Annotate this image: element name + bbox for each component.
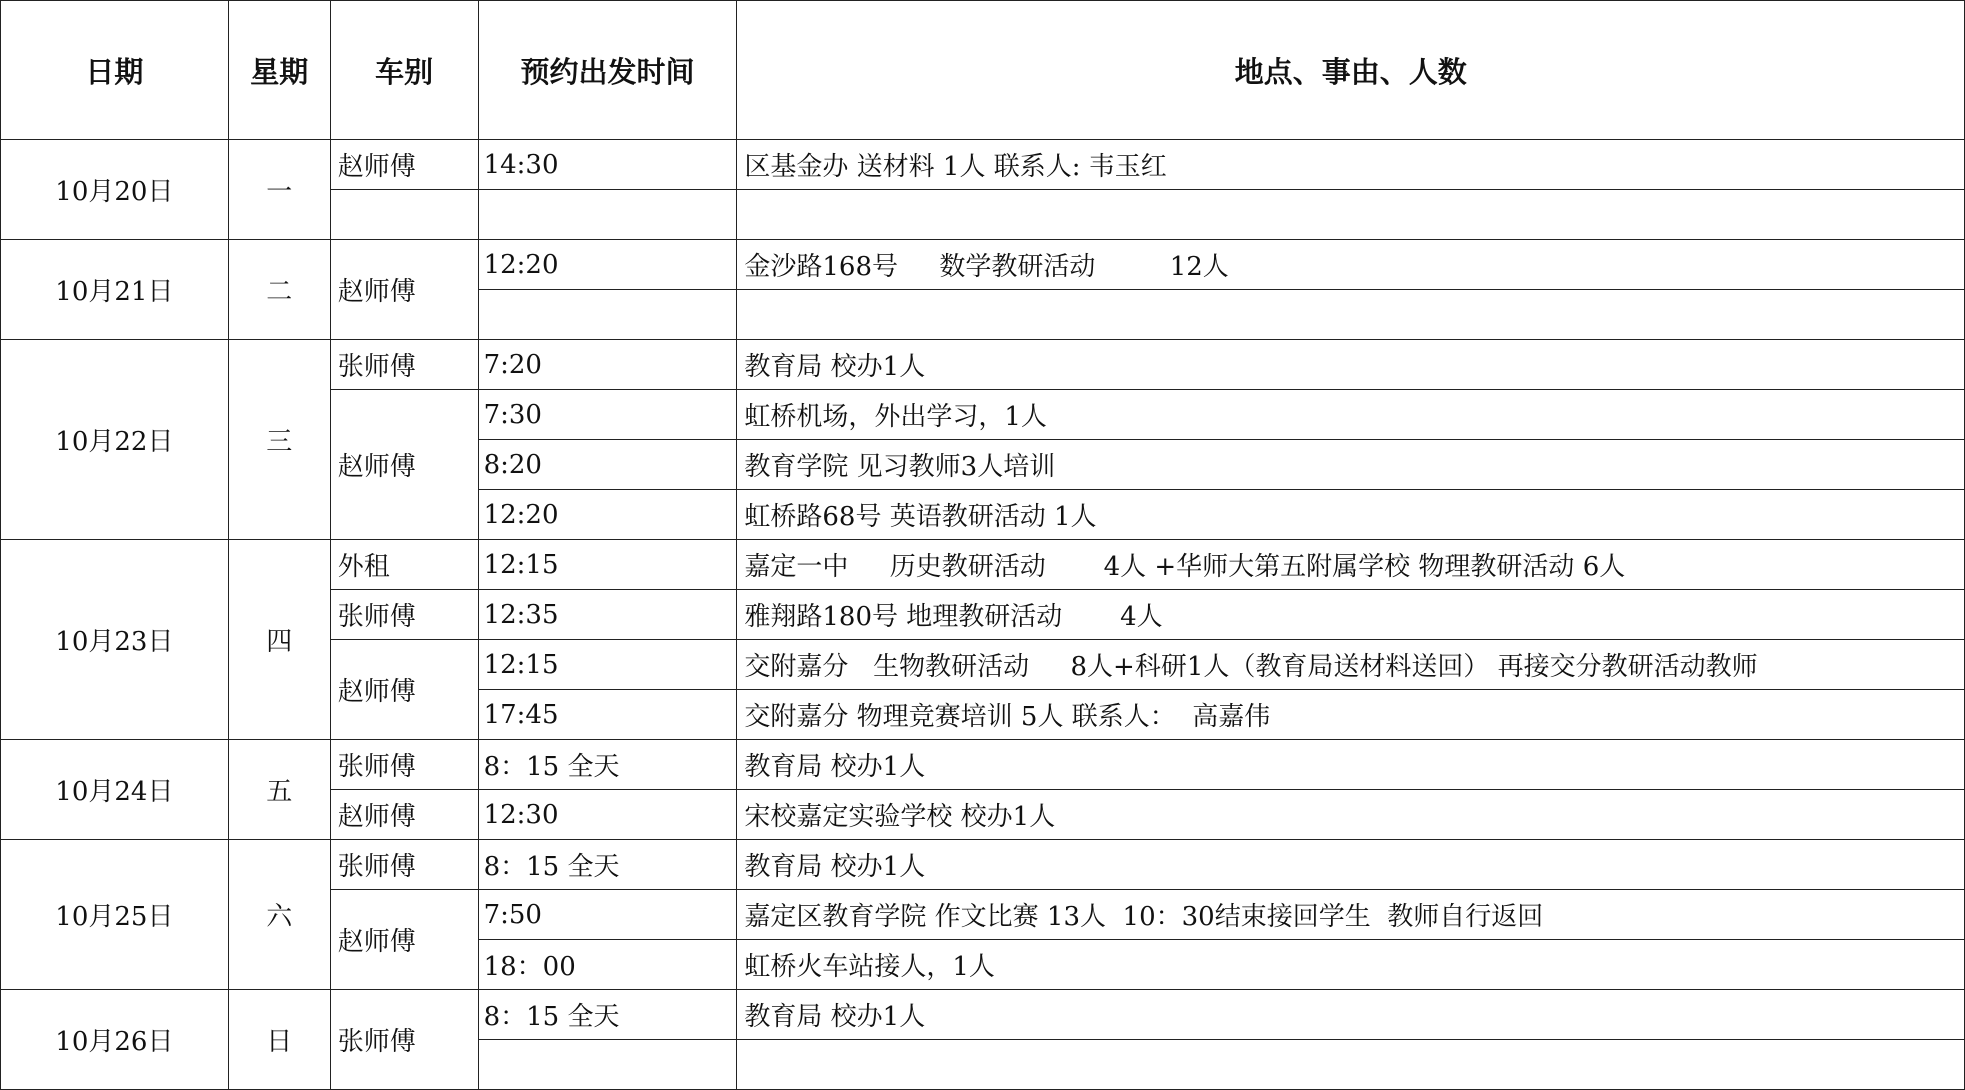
weekday-cell: 二	[228, 240, 330, 340]
driver-cell: 赵师傅	[330, 240, 478, 340]
driver-cell: 赵师傅	[330, 390, 478, 540]
driver-cell: 外租	[330, 540, 478, 590]
time-cell: 8:20	[478, 440, 737, 490]
weekday-cell: 三	[228, 340, 330, 540]
date-cell: 10月24日	[1, 740, 229, 840]
time-cell: 12:20	[478, 490, 737, 540]
driver-cell: 张师傅	[330, 340, 478, 390]
header-date: 日期	[1, 1, 229, 140]
date-cell: 10月23日	[1, 540, 229, 740]
table-row	[1, 990, 1965, 1040]
table-row	[1, 340, 1965, 390]
header-details: 地点、事由、人数	[737, 1, 1965, 140]
details-cell: 交附嘉分 生物教研活动 8人+科研1人（教育局送材料送回） 再接交分教研活动教师	[737, 640, 1965, 690]
table-row	[1, 240, 1965, 290]
date-cell: 10月20日	[1, 140, 229, 240]
driver-cell: 张师傅	[330, 990, 478, 1090]
details-cell: 教育局 校办1人	[737, 340, 1965, 390]
header-car: 车别	[330, 1, 478, 140]
time-cell: 14:30	[478, 140, 737, 190]
details-cell: 宋校嘉定实验学校 校办1人	[737, 790, 1965, 840]
details-cell: 交附嘉分 物理竞赛培训 5人 联系人： 高嘉伟	[737, 690, 1965, 740]
details-cell: 嘉定区教育学院 作文比赛 13人 10：30结束接回学生 教师自行返回	[737, 890, 1965, 940]
header-weekday: 星期	[228, 1, 330, 140]
driver-cell: 赵师傅	[330, 790, 478, 840]
details-cell: 教育局 校办1人	[737, 990, 1965, 1040]
time-cell: 7:20	[478, 340, 737, 390]
weekday-cell: 一	[228, 140, 330, 240]
date-cell: 10月22日	[1, 340, 229, 540]
details-cell: 教育局 校办1人	[737, 840, 1965, 890]
date-cell: 10月26日	[1, 990, 229, 1090]
details-cell: 嘉定一中 历史教研活动 4人 +华师大第五附属学校 物理教研活动 6人	[737, 540, 1965, 590]
time-cell	[478, 290, 737, 340]
details-cell: 虹桥路68号 英语教研活动 1人	[737, 490, 1965, 540]
time-cell: 12:15	[478, 640, 737, 690]
table-row	[1, 740, 1965, 790]
table-row	[1, 840, 1965, 890]
driver-cell: 张师傅	[330, 740, 478, 790]
driver-cell: 赵师傅	[330, 140, 478, 190]
time-cell: 12:30	[478, 790, 737, 840]
time-cell: 7:30	[478, 390, 737, 440]
time-cell: 8：15 全天	[478, 990, 737, 1040]
details-cell	[737, 1040, 1965, 1090]
time-cell: 12:20	[478, 240, 737, 290]
time-cell: 12:35	[478, 590, 737, 640]
time-cell: 7:50	[478, 890, 737, 940]
weekday-cell: 五	[228, 740, 330, 840]
details-cell: 雅翔路180号 地理教研活动 4人	[737, 590, 1965, 640]
time-cell: 18：00	[478, 940, 737, 990]
table-row	[1, 140, 1965, 190]
time-cell: 12:15	[478, 540, 737, 590]
driver-cell: 张师傅	[330, 840, 478, 890]
header-time: 预约出发时间	[478, 1, 737, 140]
details-cell: 虹桥机场，外出学习，1人	[737, 390, 1965, 440]
time-cell: 8：15 全天	[478, 740, 737, 790]
weekday-cell: 四	[228, 540, 330, 740]
date-cell: 10月21日	[1, 240, 229, 340]
time-cell	[478, 1040, 737, 1090]
time-cell	[478, 190, 737, 240]
weekday-cell: 六	[228, 840, 330, 990]
time-cell: 8：15 全天	[478, 840, 737, 890]
driver-cell	[330, 190, 478, 240]
details-cell: 区基金办 送材料 1人 联系人: 韦玉红	[737, 140, 1965, 190]
details-cell: 金沙路168号 数学教研活动 12人	[737, 240, 1965, 290]
driver-cell: 赵师傅	[330, 890, 478, 990]
details-cell	[737, 290, 1965, 340]
table-row	[1, 540, 1965, 590]
weekday-cell: 日	[228, 990, 330, 1090]
details-cell: 教育局 校办1人	[737, 740, 1965, 790]
details-cell: 教育学院 见习教师3人培训	[737, 440, 1965, 490]
header-row	[1, 1, 1965, 140]
driver-cell: 赵师傅	[330, 640, 478, 740]
driver-cell: 张师傅	[330, 590, 478, 640]
time-cell: 17:45	[478, 690, 737, 740]
details-cell	[737, 190, 1965, 240]
details-cell: 虹桥火车站接人，1人	[737, 940, 1965, 990]
date-cell: 10月25日	[1, 840, 229, 990]
